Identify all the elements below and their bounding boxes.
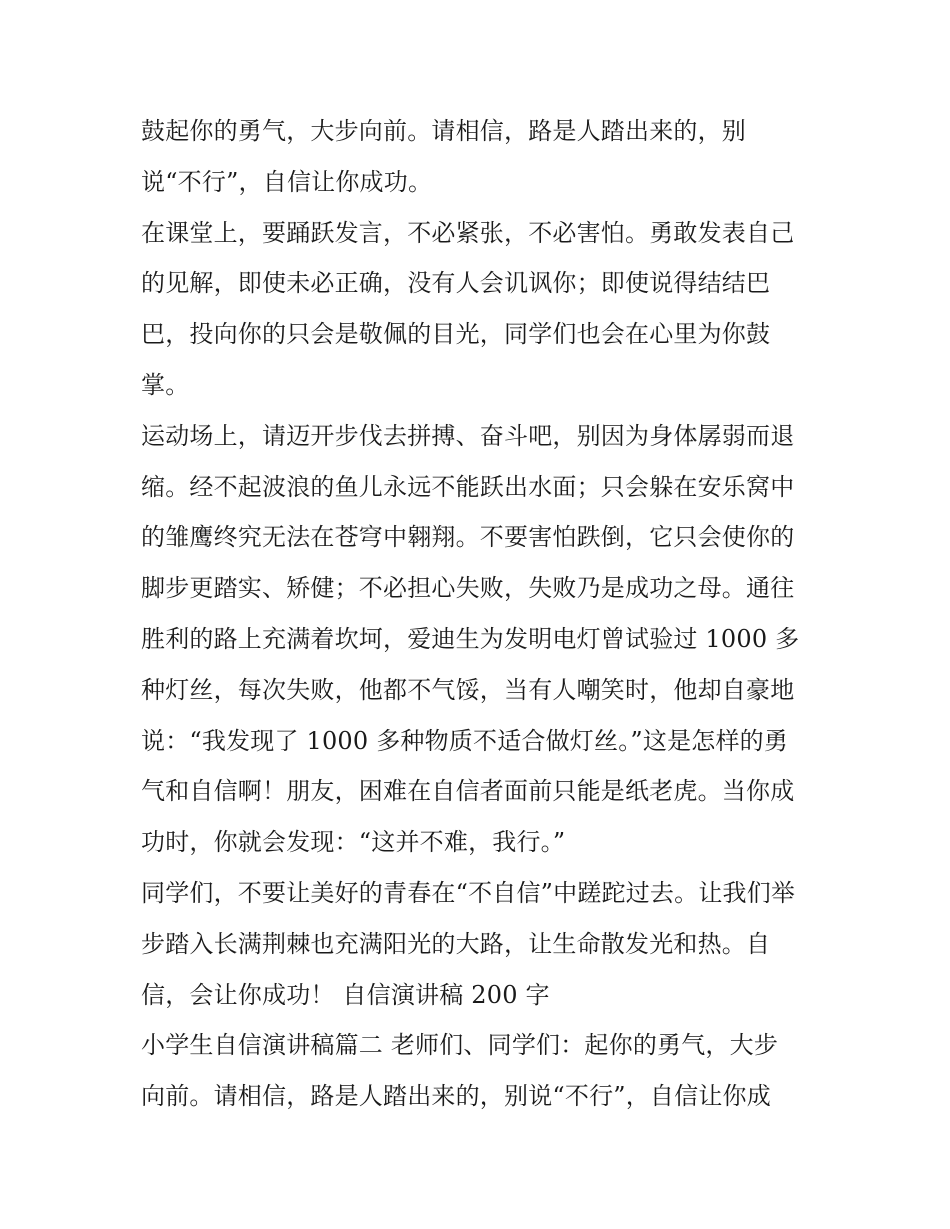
text-line: 步踏入长满荆棘也充满阳光的大路，让生命散发光和热。自 bbox=[141, 929, 771, 958]
text-line: 的雏鹰终究无法在苍穹中翱翔。不要害怕跌倒，它只会使你的 bbox=[141, 523, 795, 552]
text-line: 脚步更踏实、矫健；不必担心失败，失败乃是成功之母。通往 bbox=[141, 574, 795, 603]
text-line: 掌。 bbox=[141, 370, 190, 399]
text-line: 向前。请相信，路是人踏出来的，别说“不行”，自信让你成 bbox=[141, 1082, 771, 1111]
text-line: 运动场上，请迈开步伐去拼搏、奋斗吧，别因为身体孱弱而退 bbox=[141, 421, 795, 450]
text-line: 种灯丝，每次失败，他都不气馁，当有人嘲笑时，他却自豪地 bbox=[141, 675, 795, 704]
text-line: 同学们，不要让美好的青春在“不自信”中蹉跎过去。让我们举 bbox=[141, 878, 796, 907]
text-line: 小学生自信演讲稿篇二 老师们、同学们：起你的勇气，大步 bbox=[141, 1031, 779, 1060]
text-line: 的见解，即使未必正确，没有人会讥讽你；即使说得结结巴 bbox=[141, 269, 771, 298]
text-line: 气和自信啊！朋友，困难在自信者面前只能是纸老虎。当你成 bbox=[141, 777, 795, 806]
text-line: 功时，你就会发现：“这并不难，我行。” bbox=[141, 828, 566, 857]
text-line: 在课堂上，要踊跃发言，不必紧张，不必害怕。勇敢发表自己 bbox=[141, 218, 795, 247]
text-line: 巴，投向你的只会是敬佩的目光，同学们也会在心里为你鼓 bbox=[141, 320, 771, 349]
text-line: 缩。经不起波浪的鱼儿永远不能跃出水面；只会躲在安乐窝中 bbox=[141, 472, 795, 501]
text-line: 说：“我发现了 1000 多种物质不适合做灯丝。”这是怎样的勇 bbox=[141, 726, 789, 755]
text-line: 鼓起你的勇气，大步向前。请相信，路是人踏出来的，别 bbox=[141, 117, 746, 145]
text-line: 信，会让你成功！ 自信演讲稿 200 字 bbox=[141, 980, 550, 1009]
document-body bbox=[141, 106, 821, 1122]
text-line: 胜利的路上充满着坎坷，爱迪生为发明电灯曾试验过 1000 多 bbox=[141, 624, 800, 653]
text-line: 说“不行”，自信让你成功。 bbox=[141, 167, 433, 196]
